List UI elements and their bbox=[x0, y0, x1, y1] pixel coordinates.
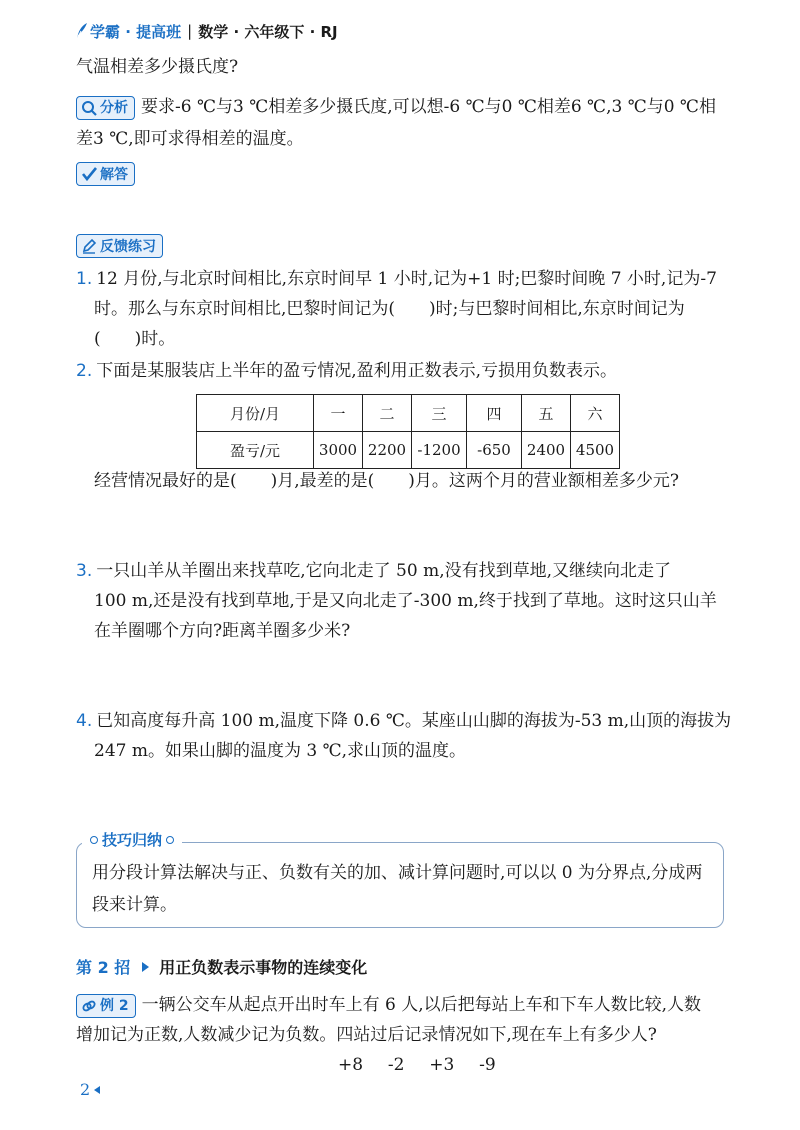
section-title: 用正负数表示事物的连续变化 bbox=[159, 958, 368, 977]
triangle-left-icon bbox=[94, 1086, 100, 1094]
brand-text: 学霸 · 提高班 bbox=[90, 22, 182, 41]
q3-line-3: 在羊圈哪个方向?距离羊圈多少米? bbox=[94, 621, 351, 641]
q2-text-1: 下面是某服装店上半年的盈亏情况,盈利用正数表示,亏损用负数表示。 bbox=[96, 361, 618, 381]
month-cell: 一 bbox=[314, 395, 363, 432]
example-tag bbox=[76, 994, 136, 1018]
value-cell: 4500 bbox=[571, 432, 620, 469]
q3-number: 3. bbox=[76, 561, 93, 581]
feedback-tag bbox=[76, 234, 163, 258]
q4-line-2: 247 m。如果山脚的温度为 3 ℃,求山顶的温度。 bbox=[94, 741, 467, 761]
triangle-right-icon bbox=[142, 962, 149, 972]
q1-number: 1. bbox=[76, 269, 93, 289]
magnifier-icon bbox=[81, 100, 97, 116]
q3-line-1 bbox=[76, 556, 671, 586]
example-text-1: 一辆公交车从起点开出时车上有 6 人,以后把每站上车和下车人数比较,人数 bbox=[141, 995, 702, 1015]
record-value: +3 bbox=[429, 1055, 455, 1075]
value-cell: -1200 bbox=[412, 432, 467, 469]
month-cell: 六 bbox=[571, 395, 620, 432]
example-line-2: 增加记为正数,人数减少记为负数。四站过后记录情况如下,现在车上有多少人? bbox=[76, 1025, 657, 1045]
page-number bbox=[80, 1080, 100, 1099]
q2-line-1 bbox=[76, 356, 617, 386]
q2-line-2: 经营情况最好的是( )月,最差的是( )月。这两个月的营业额相差多少元? bbox=[94, 471, 680, 491]
tip-title-text: 技巧归纳 bbox=[102, 831, 163, 849]
analysis-tag bbox=[76, 96, 135, 120]
tip-title bbox=[82, 829, 182, 850]
brand bbox=[74, 21, 181, 42]
q4-text-1: 已知高度每升高 100 m,温度下降 0.6 ℃。某座山山脚的海拔为-53 m,山顶的海拔为 bbox=[96, 711, 732, 731]
q4-number: 4. bbox=[76, 711, 93, 731]
circle-bullet-icon bbox=[90, 836, 98, 844]
answer-label: 解答 bbox=[100, 167, 128, 183]
profit-loss-table bbox=[196, 394, 620, 469]
q3-text-1: 一只山羊从羊圈出来找草吃,它向北走了 50 m,没有找到草地,又继续向北走了 bbox=[96, 561, 672, 581]
record-value: -9 bbox=[479, 1055, 496, 1075]
month-cell: 五 bbox=[522, 395, 571, 432]
q1-line-1 bbox=[76, 264, 717, 294]
page-number-text: 2 bbox=[80, 1080, 91, 1099]
analysis-line-2: 差3 ℃,即可求得相差的温度。 bbox=[76, 129, 304, 149]
row-header-profit: 盈亏/元 bbox=[197, 432, 314, 469]
month-cell: 三 bbox=[412, 395, 467, 432]
table-row-values bbox=[197, 432, 620, 469]
checkmark-icon bbox=[81, 166, 97, 182]
example-records bbox=[338, 1050, 496, 1080]
tip-line-2: 段来计算。 bbox=[92, 895, 177, 915]
intro-line: 气温相差多少摄氏度? bbox=[76, 57, 239, 77]
value-cell: 3000 bbox=[314, 432, 363, 469]
answer-tag bbox=[76, 162, 135, 186]
section-number: 第 2 招 bbox=[76, 958, 131, 977]
header-subject: 数学 · 六年级下 · RJ bbox=[198, 22, 338, 41]
feedback-section bbox=[76, 234, 163, 258]
analysis-text-1: 要求-6 ℃与3 ℃相差多少摄氏度,可以想-6 ℃与0 ℃相差6 ℃,3 ℃与0 ℃相 bbox=[141, 97, 716, 117]
record-value: -2 bbox=[387, 1055, 405, 1075]
answer-section bbox=[76, 162, 135, 186]
example-line-1 bbox=[76, 990, 701, 1020]
record-value: +8 bbox=[338, 1055, 364, 1075]
section-heading bbox=[76, 955, 367, 978]
tip-line-1: 用分段计算法解决与正、负数有关的加、减计算问题时,可以以 0 为分界点,分成两 bbox=[92, 863, 703, 883]
link-icon bbox=[81, 998, 97, 1014]
analysis-line-1 bbox=[76, 92, 716, 122]
q2-number: 2. bbox=[76, 361, 93, 381]
feather-icon bbox=[74, 22, 88, 40]
value-cell: 2200 bbox=[363, 432, 412, 469]
q1-line-3: ( )时。 bbox=[94, 329, 176, 349]
month-cell: 二 bbox=[363, 395, 412, 432]
value-cell: -650 bbox=[467, 432, 522, 469]
pencil-icon bbox=[81, 238, 97, 254]
row-header-month: 月份/月 bbox=[197, 395, 314, 432]
q4-line-1 bbox=[76, 706, 731, 736]
q1-text-1: 12 月份,与北京时间相比,东京时间早 1 小时,记为+1 时;巴黎时间晚 7 小时,记为-7 bbox=[96, 269, 717, 289]
analysis-label: 分析 bbox=[100, 99, 128, 116]
example-label: 例 2 bbox=[100, 997, 129, 1014]
q1-line-2: 时。那么与东京时间相比,巴黎时间记为( )时;与巴黎时间相比,东京时间记为 bbox=[94, 299, 685, 319]
month-cell: 四 bbox=[467, 395, 522, 432]
q3-line-2: 100 m,还是没有找到草地,于是又向北走了-300 m,终于找到了草地。这时这只山羊 bbox=[94, 591, 717, 611]
page-header bbox=[74, 18, 338, 44]
value-cell: 2400 bbox=[522, 432, 571, 469]
feedback-label: 反馈练习 bbox=[100, 239, 156, 255]
table-row-months bbox=[197, 395, 620, 432]
header-separator: | bbox=[187, 22, 193, 40]
circle-bullet-icon bbox=[166, 836, 174, 844]
